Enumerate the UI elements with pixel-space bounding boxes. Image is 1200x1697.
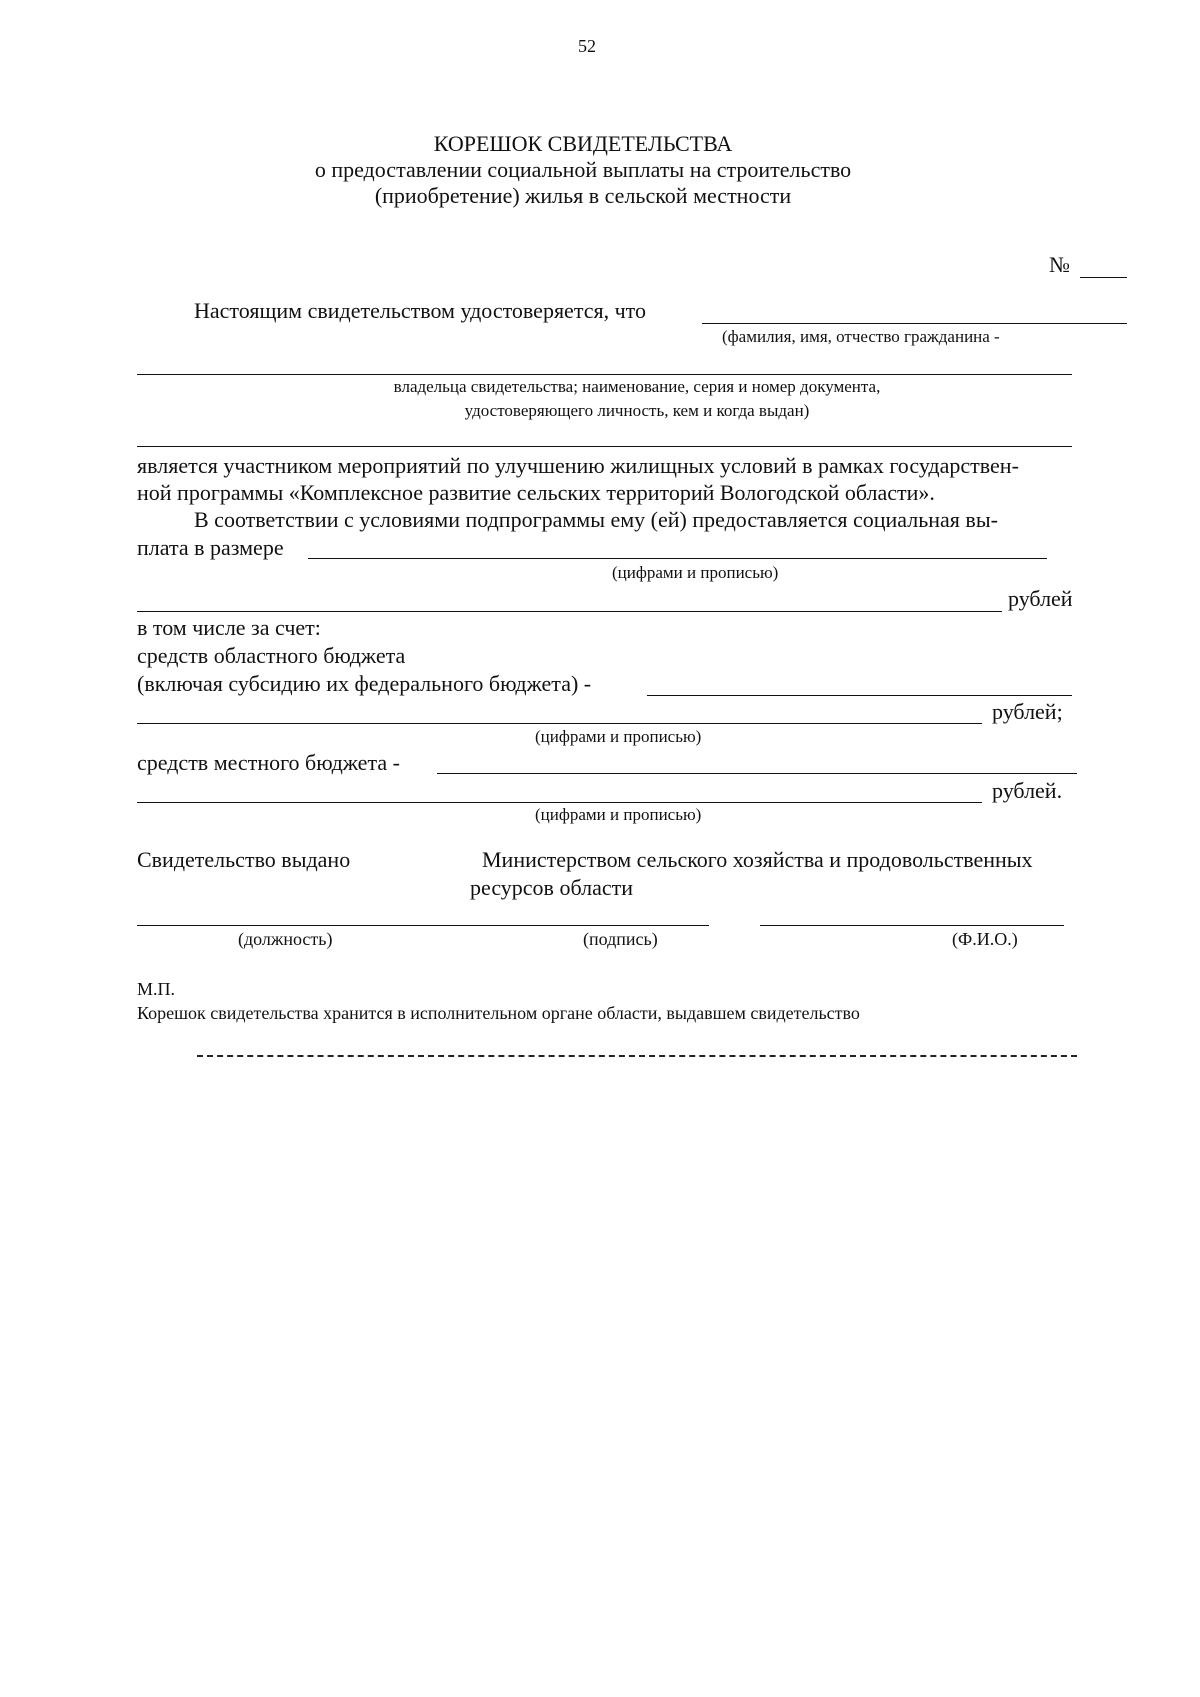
hint-digits-2: (цифрами и прописью): [535, 727, 702, 746]
rub-label-2: рублей;: [992, 699, 1063, 724]
conditions-line2: плата в размере: [137, 535, 284, 560]
amount-words-line: [137, 611, 1002, 612]
sign-fio-label: (Ф.И.О.): [952, 929, 1018, 949]
hint-digits-3: (цифрами и прописью): [535, 805, 702, 824]
federal-subsidy-label: (включая субсидию их федерального бюджета) -: [137, 671, 592, 696]
hint-digits-1: (цифрами и прописью): [612, 563, 779, 582]
local-budget-label: средств местного бюджета -: [137, 750, 400, 775]
participant-line1: является участником мероприятий по улучшению жилищных условий в рамках государствен-: [137, 453, 1019, 478]
owner-field-line: [137, 374, 1072, 375]
issued-label: Свидетельство выдано: [137, 847, 351, 872]
regional-amount-line: [647, 695, 1072, 696]
storage-note: Корешок свидетельства хранится в исполнительном органе области, выдавшем свидетельство: [137, 1003, 860, 1023]
issued-by-line2: ресурсов области: [470, 875, 633, 900]
hint-owner-line1: владельца свидетельства; наименование, серия и номер документа,: [393, 377, 881, 396]
position-signature-line: [137, 925, 709, 926]
certify-text: Настоящим свидетельством удостоверяется, что: [194, 298, 646, 323]
rub-label-3: рублей.: [992, 778, 1063, 803]
fio-field-line: [702, 323, 1127, 324]
page-number: 52: [578, 36, 596, 56]
conditions-line1: В соответствии с условиями подпрограммы ему (ей) предоставляется социальная вы-: [194, 507, 998, 532]
regional-words-line: [137, 723, 982, 724]
regional-budget-label: средств областного бюджета: [137, 643, 406, 668]
participant-line2: ной программы «Комплексное развитие сельских территорий Вологодской области».: [137, 480, 935, 505]
cut-line: [197, 1055, 1077, 1057]
hint-owner-line2: удостоверяющего личность, кем и когда выдан): [464, 401, 810, 420]
sign-position-label: (должность): [238, 929, 333, 949]
amount-field-line: [308, 558, 1047, 559]
local-amount-line: [437, 773, 1077, 774]
including-label: в том числе за счет:: [137, 615, 321, 640]
document-title: КОРЕШОК СВИДЕТЕЛЬСТВА: [433, 131, 733, 156]
issued-by-line1: Министерством сельского хозяйства и продовольственных: [482, 847, 1033, 872]
number-field-line: [1080, 277, 1127, 278]
document-subtitle-line2: (приобретение) жилья в сельской местности: [374, 183, 792, 208]
fio-signature-line: [760, 925, 1064, 926]
sign-signature-label: (подпись): [583, 929, 658, 949]
document-field-line: [137, 446, 1072, 447]
document-subtitle-line1: о предоставлении социальной выплаты на строительство: [314, 157, 852, 182]
rub-label-1: рублей: [1008, 586, 1073, 611]
number-label: №: [1049, 252, 1070, 277]
hint-fio: (фамилия, имя, отчество гражданина -: [722, 327, 1000, 346]
local-words-line: [137, 802, 982, 803]
stamp-label: М.П.: [137, 979, 176, 999]
